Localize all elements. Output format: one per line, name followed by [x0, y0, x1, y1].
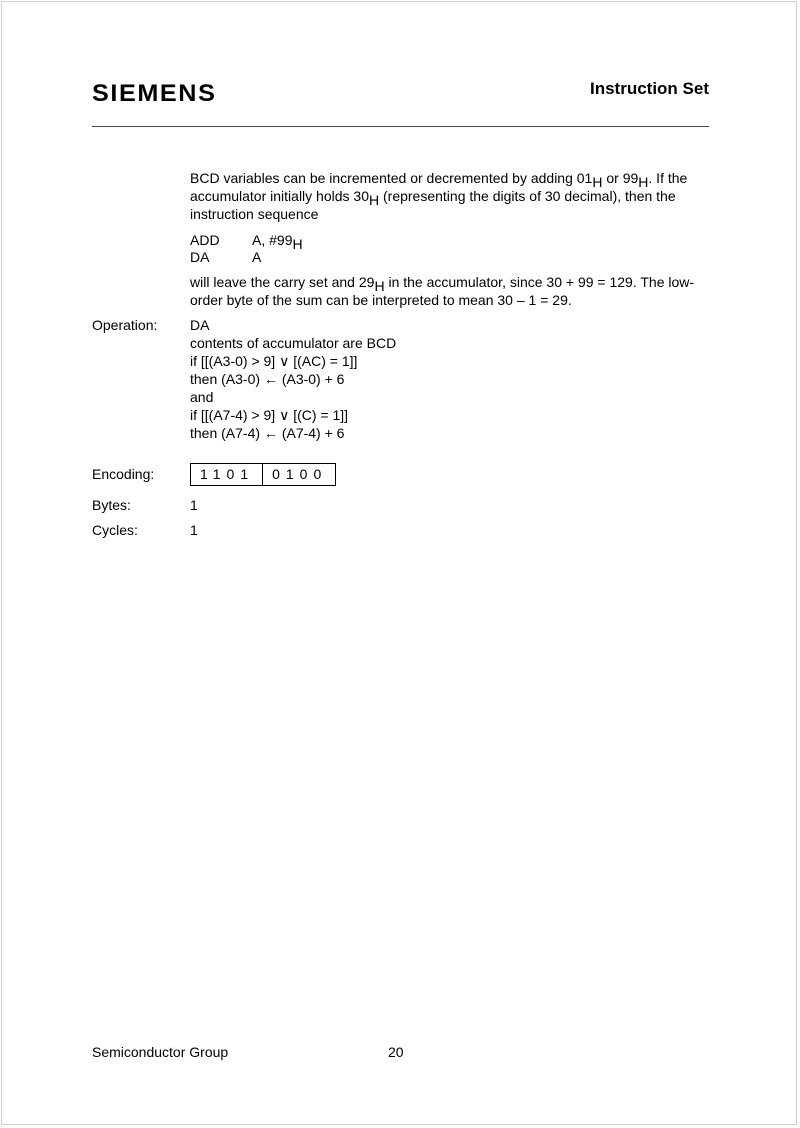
encoding-high-nibble: 1101 [200, 466, 255, 482]
operation-line: then (A3-0) ← (A3-0) + 6 [190, 371, 345, 387]
operation-line: then (A7-4) ← (A7-4) + 6 [190, 425, 345, 441]
cycles-value: 1 [190, 522, 198, 538]
page-number: 20 [388, 1044, 404, 1060]
header-divider [92, 126, 709, 127]
bytes-label: Bytes: [92, 497, 131, 513]
siemens-logo: SIEMENS [92, 80, 217, 107]
operation-line: if [[(A7-4) > 9] ∨ [(C) = 1]] [190, 407, 349, 423]
code-line-add: ADD A, #99H [190, 232, 303, 252]
operation-line: contents of accumulator are BCD [190, 335, 397, 351]
code-line-da: DA A [190, 249, 262, 265]
operation-label: Operation: [92, 317, 158, 333]
operation-description [190, 316, 396, 442]
encoding-low-nibble: 0100 [262, 464, 335, 485]
encoding-box [190, 463, 336, 486]
cycles-label: Cycles: [92, 522, 138, 538]
footer-company: Semiconductor Group [92, 1044, 229, 1060]
section-title: Instruction Set [589, 79, 709, 98]
operation-line: if [[(A3-0) > 9] ∨ [(AC) = 1]] [190, 353, 358, 369]
operation-line: DA [190, 317, 210, 333]
operation-line: and [190, 389, 214, 405]
intro-paragraph-2: will leave the carry set and 29H in the accumulator, since 30 + 99 = 129. The low-order byte of the sum can be interpreted to mean 30 – 1 = 29. [190, 274, 695, 308]
encoding-label: Encoding: [92, 466, 155, 482]
intro-paragraph-1: BCD variables can be incremented or decremented by adding 01H or 99H. If the accumulator initially holds 30H (representing the digits of 30 decimal), then the instruction sequence [190, 170, 688, 222]
bytes-value: 1 [190, 497, 198, 513]
